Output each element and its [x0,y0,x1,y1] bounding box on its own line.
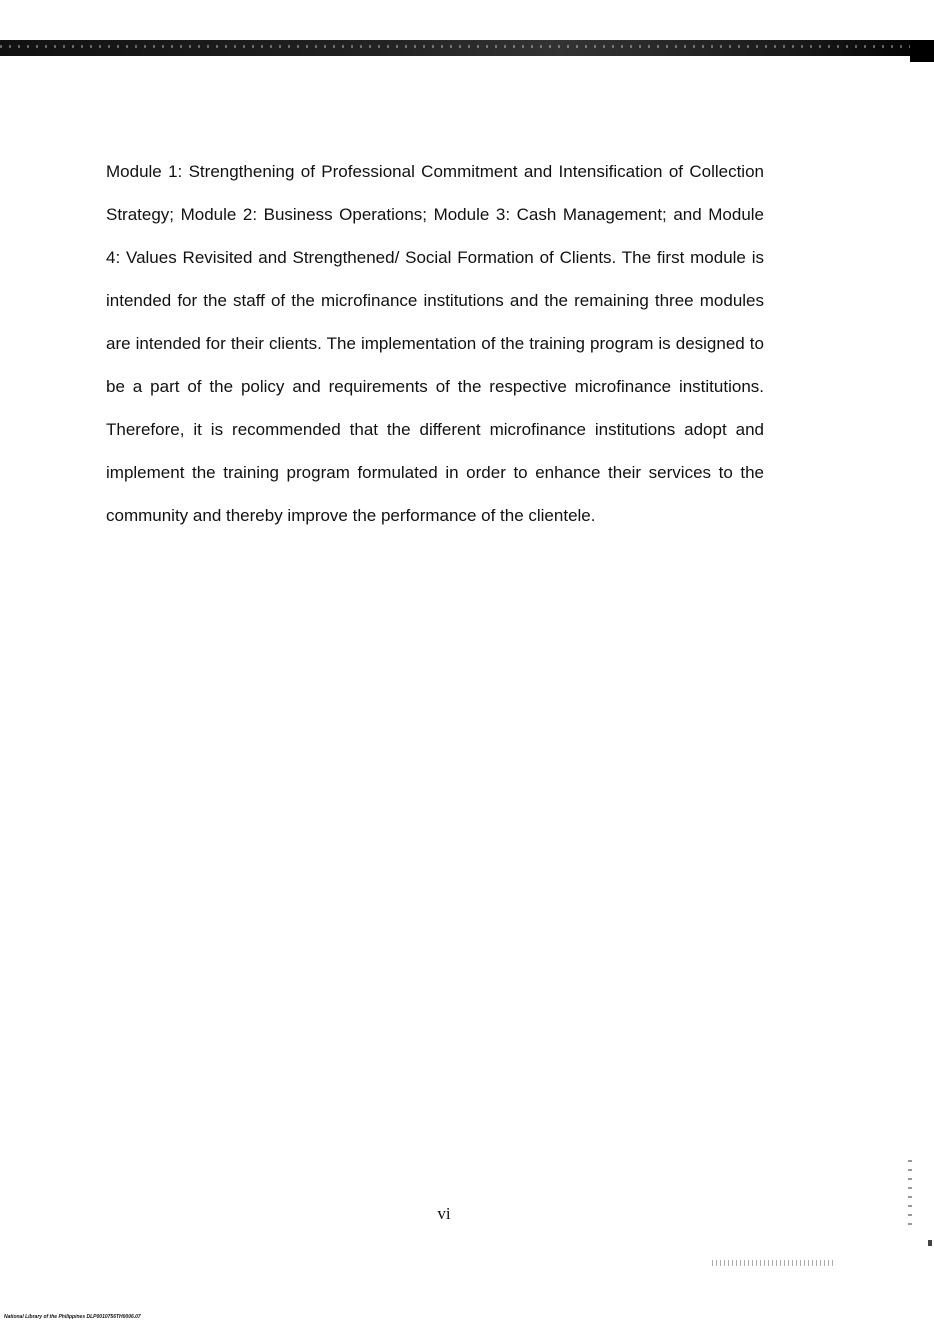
library-footer-stamp: National Library of the Philippines DLP0010756TH0006.07 [4,1314,141,1320]
scan-border-top [0,40,934,56]
page-number: vi [437,1204,451,1223]
scan-artifact-dots [908,1160,912,1230]
scan-border-corner [910,40,934,62]
body-paragraph: Module 1: Strengthening of Professional Commitment and Intensification of Collection Strategy; Module 2: Business Operations; Module 3: Cash Management; and Module 4: Values Revisited and Strengthened/ Social Formation of Clients. The first module is intended for the staff of the microfinance institutions and the remaining three modules are intended for their clients. The implementation of the training program is designed to be a part of the policy and requirements of the respective microfinance institutions. Therefore, it is recommended that the different microfinance institutions adopt and implement the training program formulated in order to enhance their services to the community and thereby improve the performance of the clientele. [106,162,764,525]
scan-artifact-mark [928,1240,932,1246]
scan-artifact-smudge [712,1260,836,1266]
